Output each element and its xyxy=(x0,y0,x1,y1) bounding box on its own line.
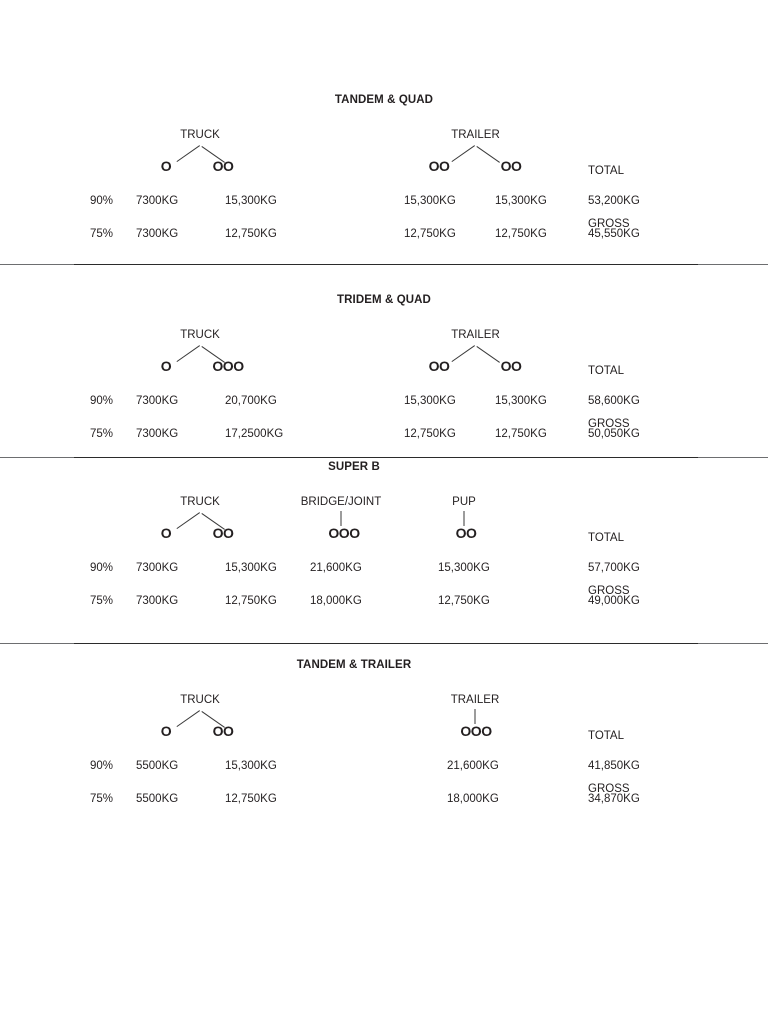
percent-label: 75% xyxy=(90,228,114,240)
total-gross-line1: TOTAL xyxy=(588,165,624,177)
weight-value: 15,300KG xyxy=(495,395,547,407)
section-title: TANDEM & TRAILER xyxy=(296,659,412,671)
table-row xyxy=(0,192,768,210)
total-gross-value: 58,600KG xyxy=(588,395,640,407)
weight-value: 20,700KG xyxy=(225,395,277,407)
axle-node: OO xyxy=(212,723,234,739)
section-title: TRIDEM & QUAD xyxy=(337,294,431,306)
total-gross-line1: TOTAL xyxy=(588,730,624,742)
connector-line-left xyxy=(176,345,200,362)
weight-value: 12,750KG xyxy=(225,228,277,240)
table-row xyxy=(0,757,768,775)
axle-nodes xyxy=(443,723,507,745)
connector-stem xyxy=(475,709,476,724)
table-row xyxy=(0,559,768,577)
axle-nodes xyxy=(150,525,250,547)
total-gross-line2: GROSS xyxy=(588,782,630,795)
weight-value: 12,750KG xyxy=(225,595,277,607)
weight-value: 15,300KG xyxy=(225,760,277,772)
axle-group-label: TRAILER xyxy=(451,329,500,341)
axle-group-truck xyxy=(150,328,250,382)
axle-nodes xyxy=(423,358,528,380)
total-gross-line2: GROSS xyxy=(588,417,630,430)
section-divider xyxy=(0,643,768,644)
connector-line-right xyxy=(476,346,500,363)
percent-label: 90% xyxy=(90,395,114,407)
total-gross-value: 49,000KG xyxy=(588,595,640,607)
axle-group-bridge-joint xyxy=(299,495,383,549)
axle-group-label: TRAILER xyxy=(450,694,500,706)
connector-line-left xyxy=(451,345,475,362)
connector-stem xyxy=(341,511,342,526)
connector-line-left xyxy=(176,710,200,727)
total-gross-line1: TOTAL xyxy=(588,532,624,544)
weight-value: 7300KG xyxy=(136,595,179,607)
axle-group-truck xyxy=(150,693,250,747)
weight-value: 21,600KG xyxy=(447,760,499,772)
total-gross-line1: TOTAL xyxy=(588,365,624,377)
axle-group-trailer xyxy=(443,693,507,747)
section-divider xyxy=(0,264,768,265)
weight-value: 15,300KG xyxy=(438,562,490,574)
total-gross-line2: GROSS xyxy=(588,584,630,597)
axle-node: OO xyxy=(455,525,477,541)
table-row xyxy=(0,790,768,808)
axle-nodes xyxy=(423,158,528,180)
weight-value: 12,750KG xyxy=(225,793,277,805)
axle-group-truck xyxy=(150,128,250,182)
weight-value: 15,300KG xyxy=(404,395,456,407)
weight-value: 7300KG xyxy=(136,428,179,440)
axle-nodes xyxy=(150,158,250,180)
weight-value: 12,750KG xyxy=(404,428,456,440)
weight-value: 15,300KG xyxy=(495,195,547,207)
weight-value: 7300KG xyxy=(136,562,179,574)
percent-label: 75% xyxy=(90,428,114,440)
axle-group-label: PUP xyxy=(452,496,476,508)
axle-node: OO xyxy=(428,158,450,174)
total-gross-value: 57,700KG xyxy=(588,562,640,574)
weight-value: 18,000KG xyxy=(447,793,499,805)
axle-group-label: BRIDGE/JOINT xyxy=(300,496,382,508)
axle-group-label: TRUCK xyxy=(180,329,220,341)
axle-node: OO xyxy=(212,525,234,541)
weight-value: 12,750KG xyxy=(495,428,547,440)
percent-label: 90% xyxy=(90,562,114,574)
axle-node: OO xyxy=(500,158,522,174)
percent-label: 90% xyxy=(90,760,114,772)
axle-group-truck xyxy=(150,495,250,549)
total-gross-value: 41,850KG xyxy=(588,760,640,772)
connector-line-left xyxy=(451,145,475,162)
weight-value: 7300KG xyxy=(136,195,179,207)
total-gross-value: 34,870KG xyxy=(588,793,640,805)
connector-stem xyxy=(464,511,465,526)
total-gross-line2: GROSS xyxy=(588,217,630,230)
weight-value: 12,750KG xyxy=(404,228,456,240)
weight-value: 15,300KG xyxy=(225,195,277,207)
axle-node: O xyxy=(160,723,172,739)
total-gross-value: 53,200KG xyxy=(588,195,640,207)
table-row xyxy=(0,225,768,243)
axle-node: O xyxy=(160,525,172,541)
axle-group-pup xyxy=(434,495,494,549)
connector-line-left xyxy=(176,145,200,162)
axle-group-label: TRUCK xyxy=(180,129,220,141)
table-row xyxy=(0,592,768,610)
section-title: TANDEM & QUAD xyxy=(334,94,434,106)
table-row xyxy=(0,392,768,410)
weight-value: 12,750KG xyxy=(495,228,547,240)
axle-group-label: TRUCK xyxy=(180,496,220,508)
axle-group-label: TRAILER xyxy=(451,129,500,141)
axle-group-label: TRUCK xyxy=(180,694,220,706)
weight-value: 7300KG xyxy=(136,228,179,240)
axle-node: OO xyxy=(500,358,522,374)
axle-node: OOO xyxy=(328,525,360,541)
axle-group-trailer xyxy=(423,328,528,382)
weight-value: 7300KG xyxy=(136,395,179,407)
section-title: SUPER B xyxy=(328,461,380,473)
axle-nodes xyxy=(150,723,250,745)
axle-nodes xyxy=(299,525,383,547)
axle-group-trailer xyxy=(423,128,528,182)
percent-label: 75% xyxy=(90,793,114,805)
axle-nodes xyxy=(434,525,494,547)
connector-line-right xyxy=(476,146,500,163)
weight-value: 21,600KG xyxy=(310,562,362,574)
section-divider xyxy=(0,457,768,458)
weight-value: 5500KG xyxy=(136,793,179,805)
weight-value: 12,750KG xyxy=(438,595,490,607)
percent-label: 75% xyxy=(90,595,114,607)
weight-value: 17,2500KG xyxy=(225,428,284,440)
total-gross-value: 50,050KG xyxy=(588,428,640,440)
axle-node: O xyxy=(160,158,172,174)
axle-node: OOO xyxy=(460,723,492,739)
axle-node: OOO xyxy=(212,358,244,374)
axle-nodes xyxy=(150,358,250,380)
percent-label: 90% xyxy=(90,195,114,207)
total-gross-value: 45,550KG xyxy=(588,228,640,240)
weight-value: 5500KG xyxy=(136,760,179,772)
axle-node: OO xyxy=(212,158,234,174)
table-row xyxy=(0,425,768,443)
weight-value: 15,300KG xyxy=(404,195,456,207)
axle-node: OO xyxy=(428,358,450,374)
weight-value: 18,000KG xyxy=(310,595,362,607)
connector-line-left xyxy=(176,512,200,529)
axle-node: O xyxy=(160,358,172,374)
weight-value: 15,300KG xyxy=(225,562,277,574)
